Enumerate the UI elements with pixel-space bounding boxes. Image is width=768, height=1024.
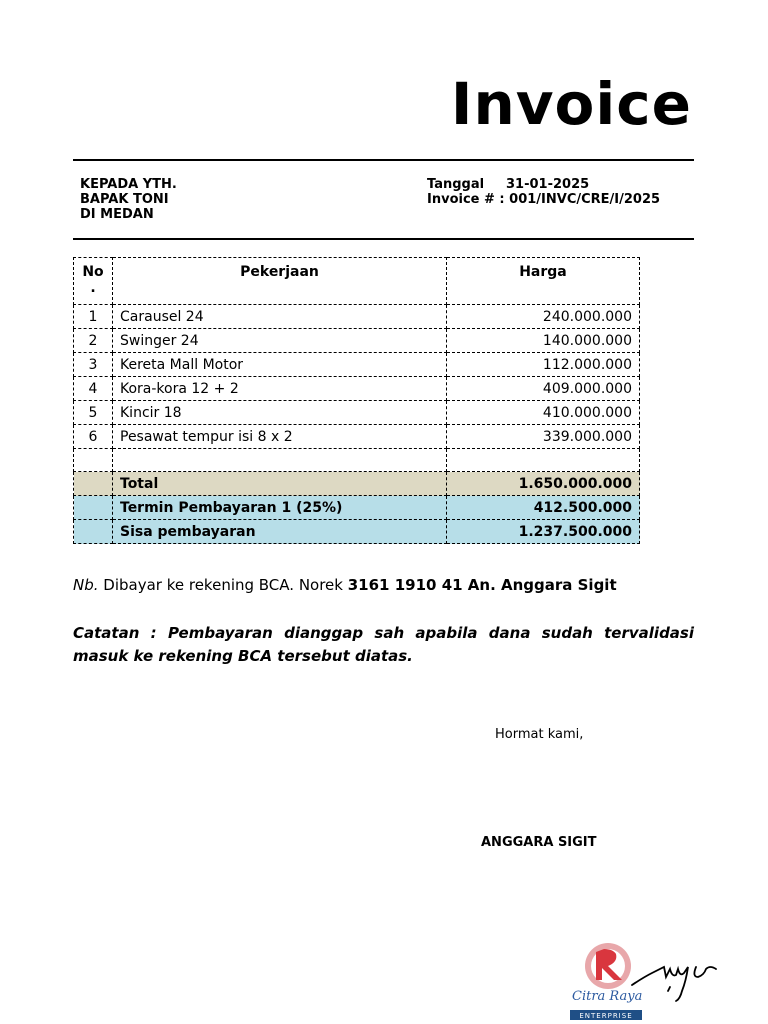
total-label: Total bbox=[113, 472, 447, 496]
payment-note bbox=[73, 576, 617, 594]
termin-value: 412.500.000 bbox=[447, 496, 640, 520]
signer-name: ANGGARA SIGIT bbox=[481, 835, 597, 850]
total-row bbox=[74, 472, 640, 496]
row-job: Carausel 24 bbox=[113, 305, 447, 329]
row-price: 240.000.000 bbox=[447, 305, 640, 329]
row-job: Swinger 24 bbox=[113, 329, 447, 353]
payment-note-text: Dibayar ke rekening BCA. Norek bbox=[98, 576, 348, 594]
recipient-block bbox=[80, 177, 177, 222]
table-row bbox=[74, 425, 640, 449]
row-price: 339.000.000 bbox=[447, 425, 640, 449]
row-job: Kereta Mall Motor bbox=[113, 353, 447, 377]
row-job: Pesawat tempur isi 8 x 2 bbox=[113, 425, 447, 449]
row-price: 112.000.000 bbox=[447, 353, 640, 377]
header-divider bbox=[73, 238, 694, 240]
invoice-number-label: Invoice # : bbox=[427, 192, 505, 207]
header-no: No . bbox=[74, 258, 113, 305]
header-price: Harga bbox=[447, 258, 640, 305]
invoice-meta bbox=[427, 177, 660, 207]
logo-text: Citra Raya bbox=[572, 989, 643, 1004]
row-no: 6 bbox=[74, 425, 113, 449]
table-row bbox=[74, 401, 640, 425]
row-price: 409.000.000 bbox=[447, 377, 640, 401]
date-row bbox=[427, 177, 660, 192]
bank-account: 3161 1910 41 An. Anggara Sigit bbox=[347, 576, 617, 594]
row-no: 5 bbox=[74, 401, 113, 425]
total-value: 1.650.000.000 bbox=[447, 472, 640, 496]
payment-note-prefix: Nb. bbox=[73, 576, 99, 594]
invoice-number-row bbox=[427, 192, 660, 207]
row-job: Kora-kora 12 + 2 bbox=[113, 377, 447, 401]
row-no: 3 bbox=[74, 353, 113, 377]
recipient-name: BAPAK TONI bbox=[80, 192, 169, 207]
empty-row bbox=[74, 449, 640, 472]
row-no: 2 bbox=[74, 329, 113, 353]
row-no: 4 bbox=[74, 377, 113, 401]
recipient-line: KEPADA YTH. bbox=[80, 177, 177, 192]
balance-row bbox=[74, 520, 640, 544]
items-table bbox=[73, 257, 640, 544]
row-price: 140.000.000 bbox=[447, 329, 640, 353]
recipient-location: DI MEDAN bbox=[80, 207, 154, 222]
termin-label: Termin Pembayaran 1 (25%) bbox=[113, 496, 447, 520]
handwritten-signature bbox=[630, 955, 740, 1005]
logo-subtext: ENTERPRISE bbox=[579, 1012, 633, 1020]
invoice-number-value: 001/INVC/CRE/I/2025 bbox=[509, 192, 661, 207]
date-label: Tanggal bbox=[427, 177, 485, 192]
invoice-title: Invoice bbox=[450, 70, 692, 138]
top-divider bbox=[73, 159, 694, 161]
header-job: Pekerjaan bbox=[113, 258, 447, 305]
balance-value: 1.237.500.000 bbox=[447, 520, 640, 544]
validation-note: Catatan : Pembayaran dianggap sah apabila dana sudah tervalidasi masuk ke rekening BCA tersebut diatas. bbox=[73, 624, 694, 665]
row-no: 1 bbox=[74, 305, 113, 329]
termin-row bbox=[74, 496, 640, 520]
balance-label: Sisa pembayaran bbox=[113, 520, 447, 544]
table-row bbox=[74, 377, 640, 401]
row-job: Kincir 18 bbox=[113, 401, 447, 425]
date-value: 31-01-2025 bbox=[506, 177, 590, 192]
table-row bbox=[74, 329, 640, 353]
table-header-row bbox=[74, 258, 640, 305]
table-row bbox=[74, 353, 640, 377]
table-row bbox=[74, 305, 640, 329]
row-price: 410.000.000 bbox=[447, 401, 640, 425]
closing-regards: Hormat kami, bbox=[495, 727, 584, 742]
